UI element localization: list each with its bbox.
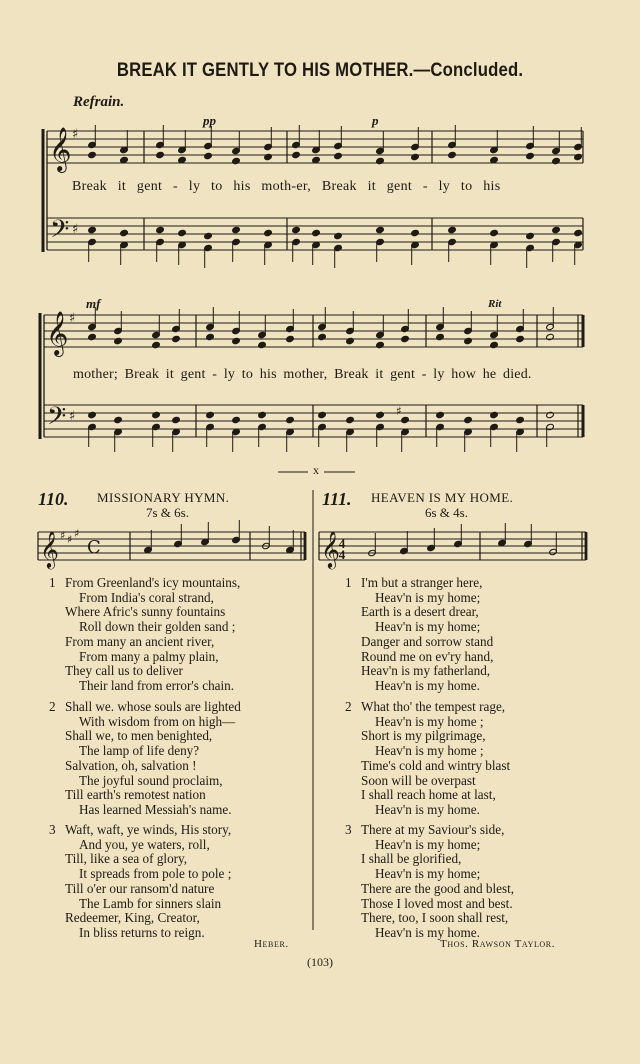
note-head	[178, 229, 187, 236]
note-head	[114, 337, 123, 344]
note-head	[206, 411, 215, 418]
verse-number: 1	[345, 575, 352, 590]
note-head	[490, 411, 499, 418]
note-head	[546, 333, 555, 340]
key-sharp: ♯	[69, 311, 76, 326]
verse-line: Soon will be overpast	[361, 772, 476, 788]
note-head	[516, 335, 525, 342]
treble-clef: 𝄞	[321, 530, 340, 568]
verse-line: Time's cold and wintry blast	[361, 757, 511, 773]
accidental-sharp: ♯	[396, 404, 402, 418]
note-head	[436, 411, 445, 418]
verse-line: There, too, I soon shall rest,	[361, 910, 509, 926]
note-head	[490, 341, 499, 348]
verse-line: Shall we. whose souls are lighted	[65, 699, 241, 714]
note-head	[401, 416, 410, 423]
verse-line: From India's coral strand,	[79, 589, 214, 605]
dynamic-rit: Rit	[488, 298, 502, 310]
verse-line: Heav'n is my home.	[375, 677, 480, 693]
note-head	[88, 151, 97, 158]
verse-line: The joyful sound proclaim,	[79, 772, 223, 788]
note-head	[574, 153, 583, 160]
verse-line: Heav'n is my home.	[375, 801, 480, 817]
note-head	[334, 152, 343, 159]
verse-line: Where Afric's sunny fountains	[65, 604, 226, 620]
verse-line: The Lamb for sinners slain	[79, 895, 222, 911]
note-head	[401, 335, 410, 342]
note-head	[232, 226, 241, 233]
note-head	[172, 416, 181, 423]
note-head	[232, 337, 241, 344]
hymn-110-author: Heber.	[254, 938, 289, 950]
note-head	[411, 153, 420, 160]
note-head	[436, 333, 445, 340]
note-head	[526, 232, 535, 239]
note-head	[526, 152, 535, 159]
note-head	[152, 341, 161, 348]
note-head	[204, 232, 213, 239]
verse-line: There are the good and blest,	[361, 880, 515, 896]
note-head	[376, 341, 385, 348]
key-sharp: ♯	[67, 533, 73, 546]
verse-line: Heav'n is my home;	[375, 836, 481, 852]
verse-line: I shall reach home at last,	[361, 787, 496, 803]
verse-line: Round me on ev'ry hand,	[361, 648, 494, 664]
hymn-110-number: 110.	[38, 489, 69, 509]
note-head	[448, 151, 457, 158]
note-head	[114, 416, 123, 423]
page-number: (103)	[307, 955, 333, 969]
note-head	[411, 229, 420, 236]
verse-line: Heav'n is my home ;	[375, 713, 484, 729]
verse-line: Earth is a desert drear,	[361, 604, 479, 620]
verse-line: Heav'n is my home ;	[375, 743, 484, 759]
dynamic-p: p	[372, 113, 379, 128]
verse-line: I'm but a stranger here,	[361, 575, 483, 590]
verse-line: Roll down their golden sand ;	[79, 619, 236, 635]
verse-line: From Greenland's icy mountains,	[65, 575, 241, 590]
time-signature-top: 4	[338, 536, 346, 551]
verse-number: 2	[49, 699, 56, 714]
verse-number: 1	[49, 575, 56, 590]
hymn-111-meter: 6s & 4s.	[425, 505, 468, 520]
time-signature	[337, 538, 347, 560]
hymn-111-number: 111.	[322, 489, 352, 509]
hymn-110-title: MISSIONARY HYMN.	[97, 490, 230, 505]
note-head	[204, 152, 213, 159]
verse-line: Till earth's remotest nation	[65, 787, 206, 803]
note-head	[232, 157, 241, 164]
verse-line: Those I loved most and best.	[361, 895, 513, 911]
note-head	[264, 229, 273, 236]
verse-line: Salvation, oh, salvation !	[65, 757, 197, 773]
verse-line: I shall be glorified,	[361, 851, 462, 867]
key-sharp: ♯	[72, 222, 79, 237]
bass-clef: 𝄢	[47, 402, 67, 437]
note-head	[258, 341, 267, 348]
note-head	[490, 229, 499, 236]
treble-clef: 𝄞	[46, 311, 69, 355]
note-head	[546, 411, 555, 418]
note-head	[346, 337, 355, 344]
note-head	[312, 229, 321, 236]
key-sharp: ♯	[72, 127, 79, 142]
bass-clef: 𝄢	[50, 215, 70, 250]
verse-number: 2	[345, 699, 352, 714]
note-head	[258, 411, 267, 418]
dynamic-pp: pp	[203, 113, 216, 128]
note-head	[464, 416, 473, 423]
verse-line: Heav'n is my home;	[375, 589, 481, 605]
note-head	[376, 157, 385, 164]
verse-line: It spreads from pole to pole ;	[79, 866, 232, 882]
verse-line: Till, like a sea of glory,	[65, 851, 188, 867]
note-head	[334, 232, 343, 239]
note-head	[376, 226, 385, 233]
hymn-111-author: Thos. Rawson Taylor.	[440, 938, 556, 950]
note-head	[516, 416, 525, 423]
verse-line: Their land from error's chain.	[79, 677, 235, 693]
note-head	[464, 337, 473, 344]
verse-line: In bliss returns to reign.	[79, 924, 205, 940]
note-head	[346, 416, 355, 423]
note-head	[318, 333, 327, 340]
note-head	[152, 411, 161, 418]
hymn-111-title: HEAVEN IS MY HOME.	[371, 490, 514, 505]
key-sharp: ♯	[69, 409, 76, 424]
note-head	[120, 229, 129, 236]
treble-clef: 𝄞	[49, 127, 72, 171]
verse-line: Danger and sorrow stand	[361, 633, 494, 649]
verse-line: They call us to deliver	[65, 663, 183, 679]
verse-line: With wisdom from on high—	[79, 713, 236, 729]
refrain-lyrics-line1: Break it gent - ly to his moth-er, Break it gent - ly to his	[72, 179, 501, 194]
verse-line: Shall we, to men benighted,	[65, 728, 213, 744]
note-head	[232, 416, 241, 423]
verse-line: The lamp of life deny?	[79, 743, 200, 759]
verse-line: Till o'er our ransom'd nature	[65, 880, 215, 896]
note-head	[88, 333, 97, 340]
verse-line: Heav'n is my home;	[375, 866, 481, 882]
page-title: BREAK IT GENTLY TO HIS MOTHER.—Concluded.	[116, 60, 524, 81]
note-head	[292, 151, 301, 158]
time-signature-bottom: 4	[338, 547, 346, 562]
note-head	[88, 226, 97, 233]
note-head	[552, 157, 561, 164]
verse-line: From many an ancient river,	[65, 633, 215, 649]
note-head	[88, 411, 97, 418]
note-head	[286, 335, 295, 342]
verse-line: Heav'n is my home;	[375, 619, 481, 635]
verse-line: From many a palmy plain,	[79, 648, 219, 664]
note-head	[264, 153, 273, 160]
note-head	[318, 411, 327, 418]
note-head	[574, 229, 583, 236]
refrain-lyrics-line2: mother; Break it gent - ly to his mother, Break it gent - ly how he died.	[73, 367, 532, 382]
verse-line: Short is my pilgrimage,	[361, 728, 486, 744]
dynamic-mf: mf	[86, 296, 101, 311]
verse-line: Heav'n is my fatherland,	[361, 663, 491, 679]
note-head	[376, 411, 385, 418]
verse-line: Redeemer, King, Creator,	[65, 910, 200, 926]
note-head	[292, 226, 301, 233]
verse-line: Waft, waft, ye winds, His story,	[65, 822, 232, 837]
hymn-110-meter: 7s & 6s.	[146, 505, 189, 520]
note-head	[172, 335, 181, 342]
verse-line: And you, ye waters, roll,	[79, 836, 210, 852]
time-sig-common: C	[87, 537, 101, 558]
verse-line: Heav'n is my home.	[375, 924, 480, 940]
treble-clef: 𝄞	[40, 530, 59, 568]
note-head	[552, 226, 561, 233]
note-head	[286, 416, 295, 423]
verse-number: 3	[345, 822, 352, 837]
key-sharp: ♯	[74, 527, 80, 540]
refrain-label: Refrain.	[73, 94, 125, 110]
section-separator: x	[313, 463, 319, 477]
key-sharp: ♯	[60, 529, 66, 542]
verse-number: 3	[49, 822, 56, 837]
verse-line: Has learned Messiah's name.	[79, 801, 232, 817]
note-head	[448, 226, 457, 233]
verse-line: There at my Saviour's side,	[361, 822, 505, 837]
verse-line: What tho' the tempest rage,	[361, 699, 506, 714]
note-head	[206, 333, 215, 340]
note-head	[156, 226, 165, 233]
note-head	[156, 151, 165, 158]
